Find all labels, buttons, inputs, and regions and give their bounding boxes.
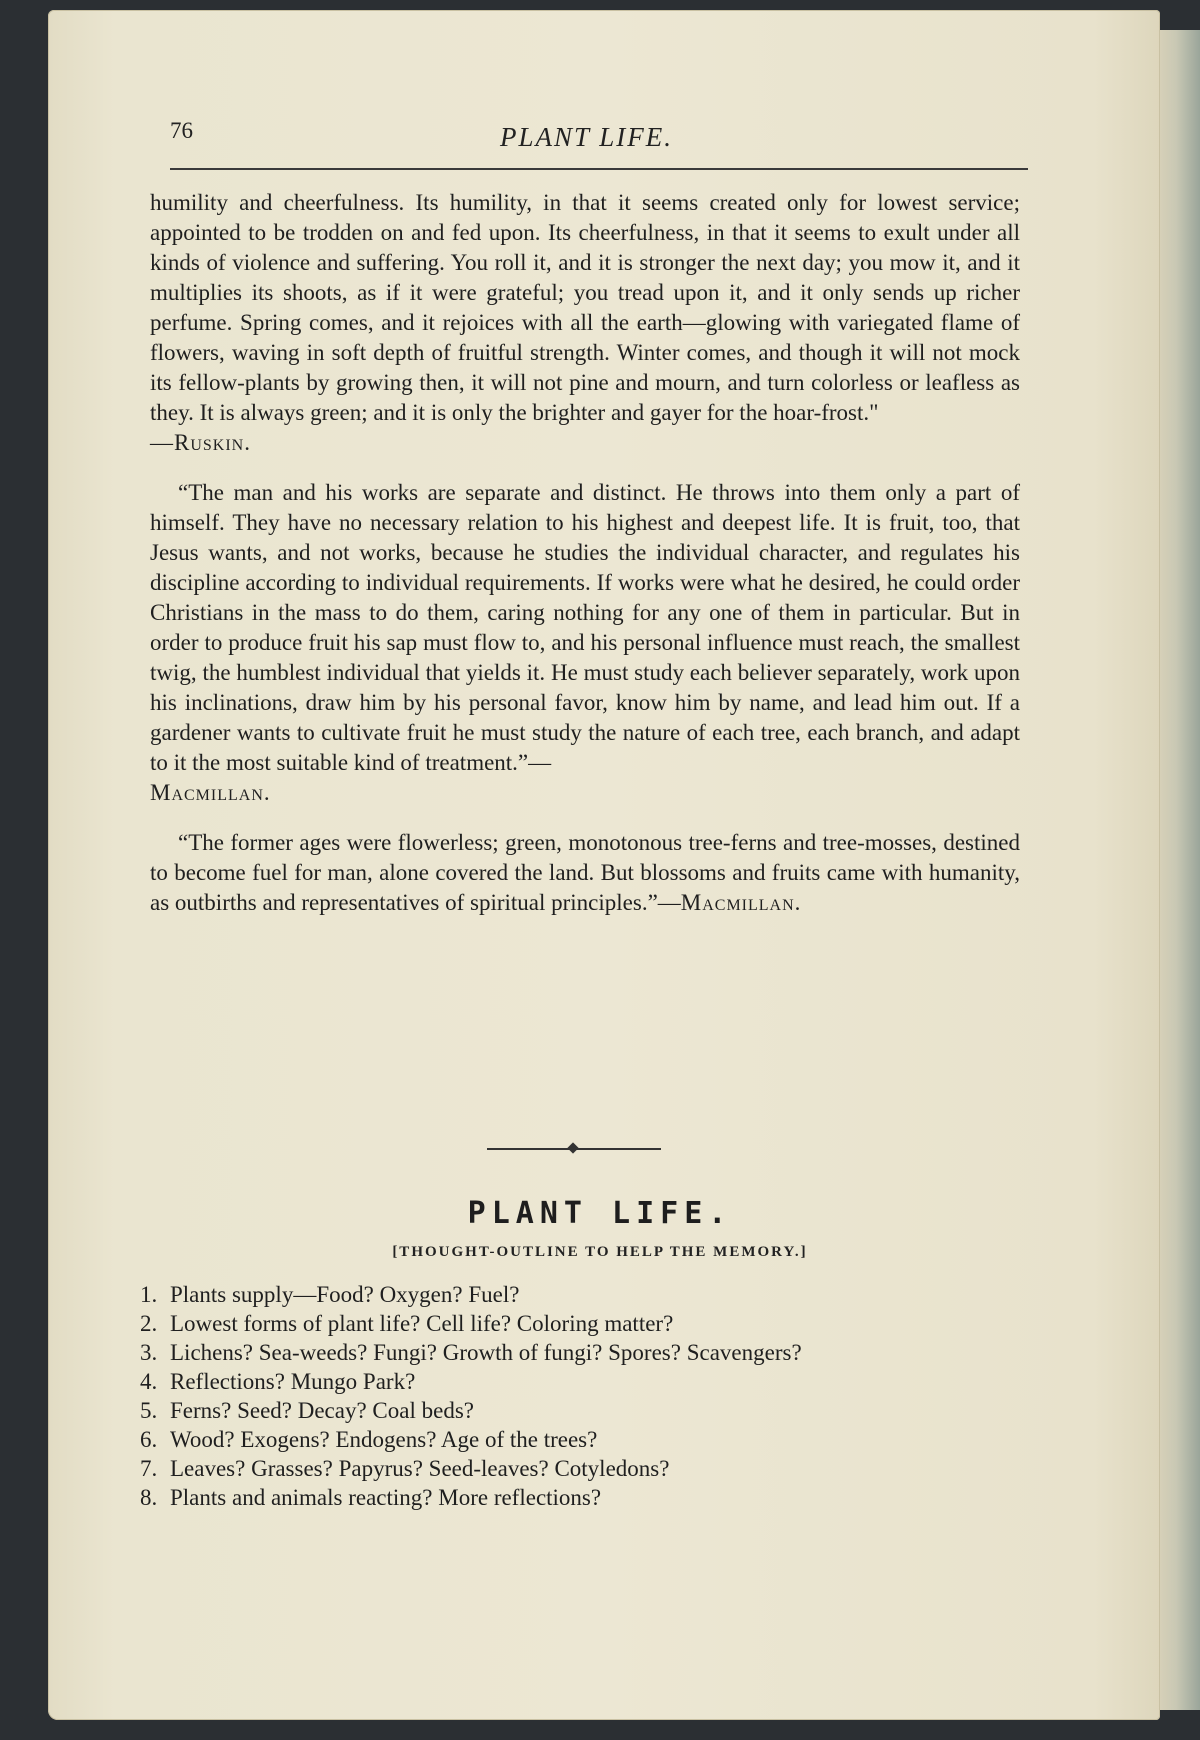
quote-attribution: —Ruskin. (150, 430, 251, 455)
section-title: PLANT LIFE. (467, 1196, 733, 1231)
item-text: Ferns? Seed? Decay? Coal beds? (170, 1398, 474, 1423)
body-text (150, 188, 1020, 938)
item-text: Lowest forms of plant life? Cell life? Coloring matter? (170, 1311, 674, 1336)
list-item (140, 1454, 1000, 1483)
item-number: 3. (140, 1340, 158, 1365)
list-item (140, 1280, 1000, 1309)
item-number: 2. (140, 1311, 158, 1336)
running-title: PLANT LIFE. (500, 122, 674, 152)
item-text: Reflections? Mungo Park? (170, 1369, 416, 1394)
quote-macmillan-2 (150, 828, 1020, 918)
section-divider-ornament (487, 1148, 661, 1150)
list-item (140, 1367, 1000, 1396)
item-text: Lichens? Sea-weeds? Fungi? Growth of fungi? Spores? Scavengers? (170, 1340, 802, 1365)
list-item (140, 1483, 1000, 1512)
item-number: 7. (140, 1456, 158, 1481)
list-item (140, 1309, 1000, 1338)
item-text: Plants supply—Food? Oxygen? Fuel? (170, 1282, 520, 1307)
page-header (170, 116, 1028, 170)
quote-text: “The man and his works are separate and distinct. He throws into them only a part of himself. They have no necessary relation to his highest and deepest life. It is fruit, too, that Jesus wants, and not works, because he studies the individual character, and regulates his discipline according to individual requirements. If works were what he desired, he could order Christians in the mass to do them, caring nothing for any one of them in particular. But in order to produce fruit his sap must flow to, and his personal influence must reach, the smallest twig, the humblest individual that yields it. He must study each believer separately, work upon his inclinations, draw him by his personal favor, know him by name, and lead him out. If a gardener wants to cultivate fruit he must study the nature of each tree, each branch, and adapt to it the most suitable kind of treatment.”— (150, 480, 1020, 775)
list-item (140, 1338, 1000, 1367)
quote-attribution: Macmillan. (680, 890, 802, 915)
quote-attribution: Macmillan. (150, 780, 271, 805)
item-number: 4. (140, 1369, 158, 1394)
list-item (140, 1396, 1000, 1425)
quote-ruskin (150, 188, 1020, 458)
quote-text: “The former ages were flowerless; green, monotonous tree-ferns and tree-mosses, destined to become fuel for man, alone covered the land. But blossoms and fruits came with humanity, as outbirths and representatives of spiritual principles.”— (150, 830, 1020, 915)
item-number: 5. (140, 1398, 158, 1423)
section-subtitle: [THOUGHT-OUTLINE TO HELP THE MEMORY.] (392, 1244, 808, 1260)
list-item (140, 1425, 1000, 1454)
item-text: Leaves? Grasses? Papyrus? Seed-leaves? Cotyledons? (170, 1456, 670, 1481)
page-number: 76 (170, 118, 193, 143)
item-text: Wood? Exogens? Endogens? Age of the trees? (170, 1427, 598, 1452)
item-number: 8. (140, 1485, 158, 1510)
quote-macmillan-1 (150, 478, 1020, 808)
item-text: Plants and animals reacting? More reflections? (170, 1485, 602, 1510)
item-number: 1. (140, 1282, 158, 1307)
item-number: 6. (140, 1427, 158, 1452)
thought-outline-list (140, 1280, 1000, 1512)
book-spine-edge (1160, 30, 1200, 1710)
quote-text: humility and cheerfulness. Its humility, in that it seems created only for lowest service; appointed to be trodden on and fed upon. Its cheerfulness, in that it seems to exult under all kinds of violence and suffering. You roll it, and it is stronger the next day; you mow it, and it multiplies its shoots, as if it were grateful; you tread upon it, and it only sends up richer perfume. Spring comes, and it rejoices with all the earth—glowing with variegated flame of flowers, waving in soft depth of fruitful strength. Winter comes, and though it will not mock its fellow-plants by growing then, it will not pine and mourn, and turn colorless or leafless as they. It is always green; and it is only the brighter and gayer for the hoar-frost." (150, 190, 1020, 425)
